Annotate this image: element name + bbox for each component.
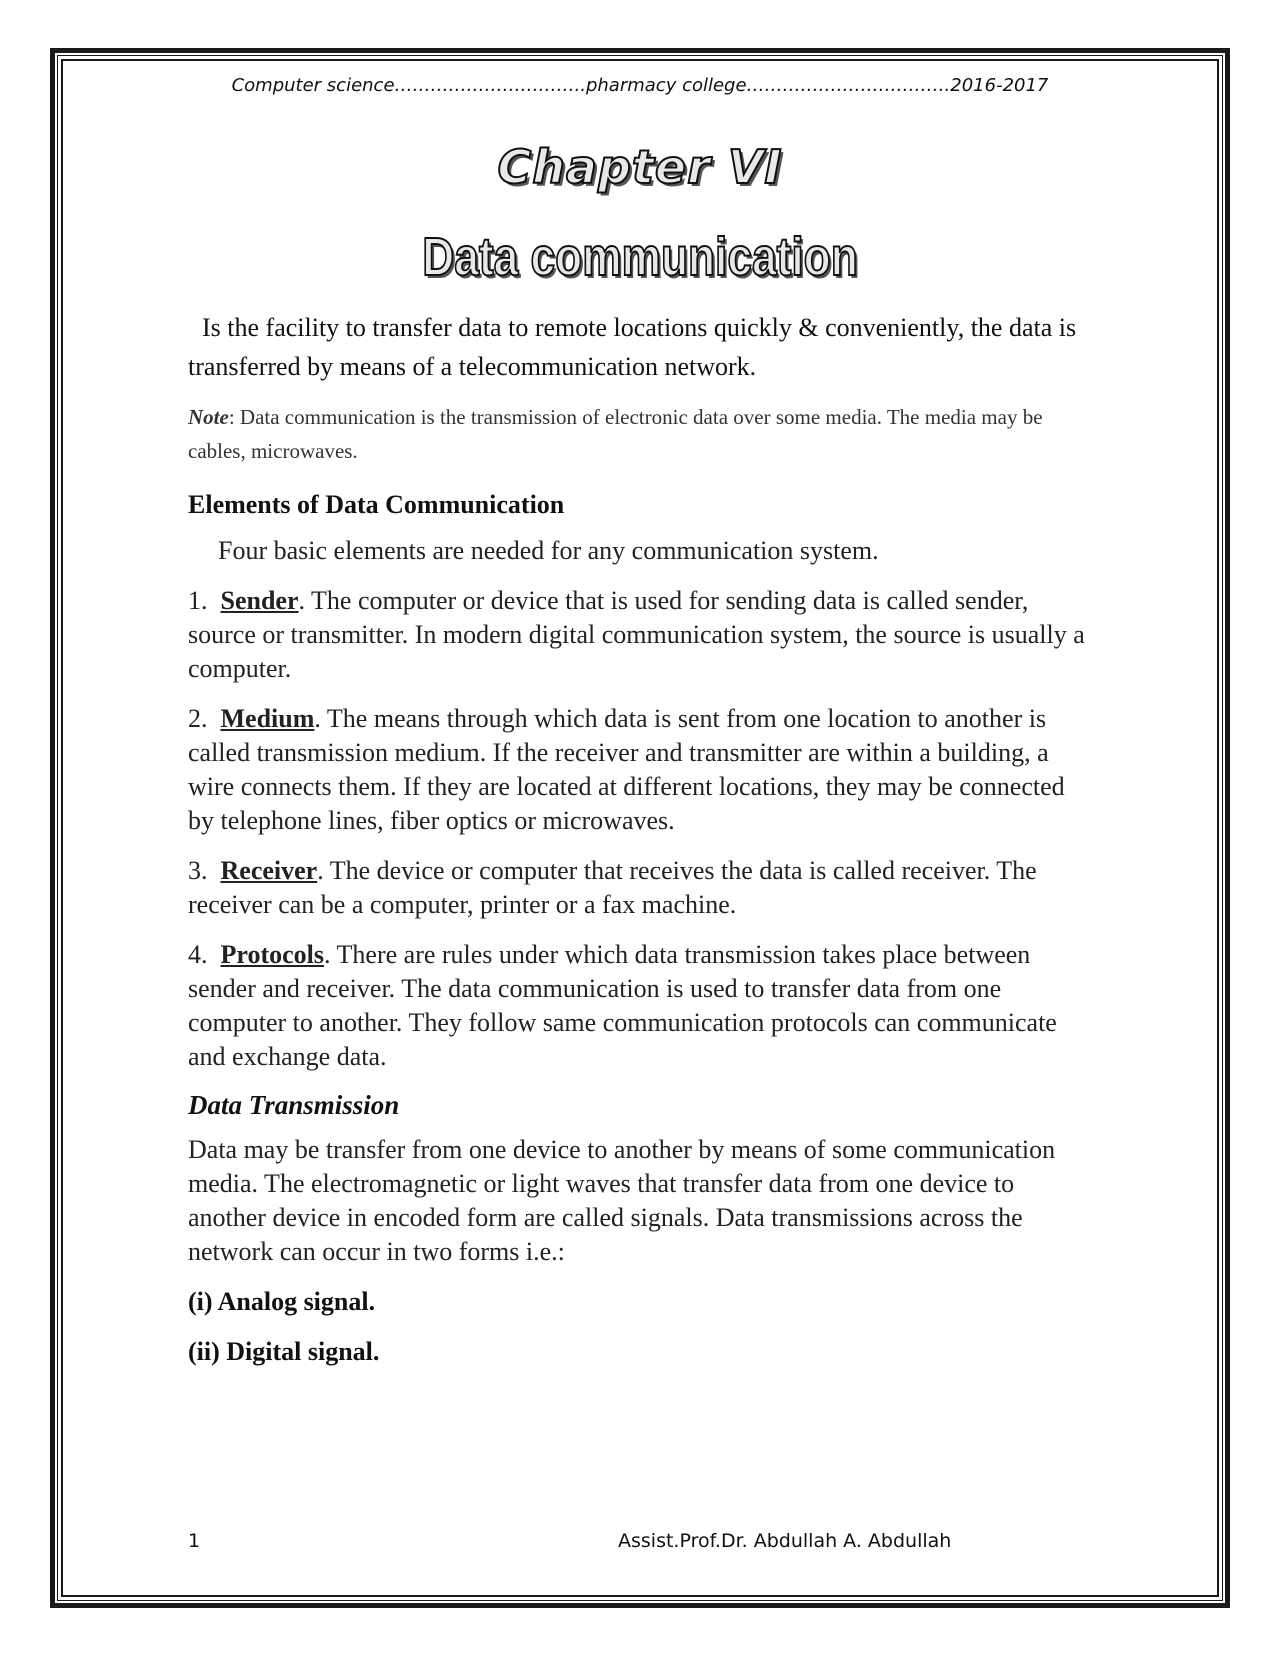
note-text: : Data communication is the transmission of electronic data over some media. The media may be cables, microwaves.: [188, 405, 1043, 463]
element-number: 1.: [188, 586, 208, 615]
element-text: . The computer or device that is used for sending data is called sender, source or transmitter. In modern digital communication system, the source is usually a computer.: [188, 586, 1085, 683]
element-item-receiver: [188, 854, 1088, 922]
footer-author: Assist.Prof.Dr. Abdullah A. Abdullah: [618, 1530, 952, 1552]
page-header: Computer science…………………………..pharmacy college…………………………….2016-2017: [231, 75, 1049, 96]
element-item-protocols: [188, 938, 1088, 1074]
element-term: Medium: [220, 704, 315, 733]
element-term: Sender: [220, 586, 299, 615]
element-number: 3.: [188, 856, 208, 885]
signal-analog: (i) Analog signal.: [188, 1287, 376, 1316]
element-item-sender: [188, 584, 1088, 686]
element-term: Receiver: [220, 856, 318, 885]
document-body: [188, 308, 1088, 1387]
page-number: 1: [188, 1530, 201, 1552]
elements-lead: Four basic elements are needed for any communication system.: [218, 536, 879, 565]
note-label: Note: [188, 405, 229, 429]
element-text: . There are rules under which data transmission takes place between sender and receiver. The data communication is used to transfer data from one computer to another. They follow same communication protocols can communicate and exchange data.: [188, 940, 1057, 1071]
intro-paragraph: Is the facility to transfer data to remote locations quickly & conveniently, the data is transferred by means of a telecommunication network.: [188, 313, 1077, 381]
chapter-subject: Data communication: [422, 227, 858, 287]
element-text: . The means through which data is sent from one location to another is called transmission medium. If the receiver and transmitter are within a building, a wire connects them. If they are located at different locations, they may be connected by telephone lines, fiber optics or microwaves.: [188, 704, 1065, 835]
element-number: 4.: [188, 940, 208, 969]
element-term: Protocols: [220, 940, 324, 969]
transmission-paragraph: Data may be transfer from one device to another by means of some communication media. The electromagnetic or light waves that transfer data from one device to another device in encoded form are called signals. Data transmissions across the network can occur in two forms i.e.:: [188, 1135, 1056, 1266]
elements-heading: Elements of Data Communication: [188, 490, 565, 519]
element-text: . The device or computer that receives the data is called receiver. The receiver can be a computer, printer or a fax machine.: [188, 856, 1037, 919]
element-item-medium: [188, 702, 1088, 838]
element-number: 2.: [188, 704, 208, 733]
transmission-heading: Data Transmission: [188, 1090, 400, 1120]
chapter-title: Chapter VI: [497, 140, 783, 194]
signal-digital: (ii) Digital signal.: [188, 1337, 380, 1366]
note-paragraph: [188, 400, 1088, 468]
